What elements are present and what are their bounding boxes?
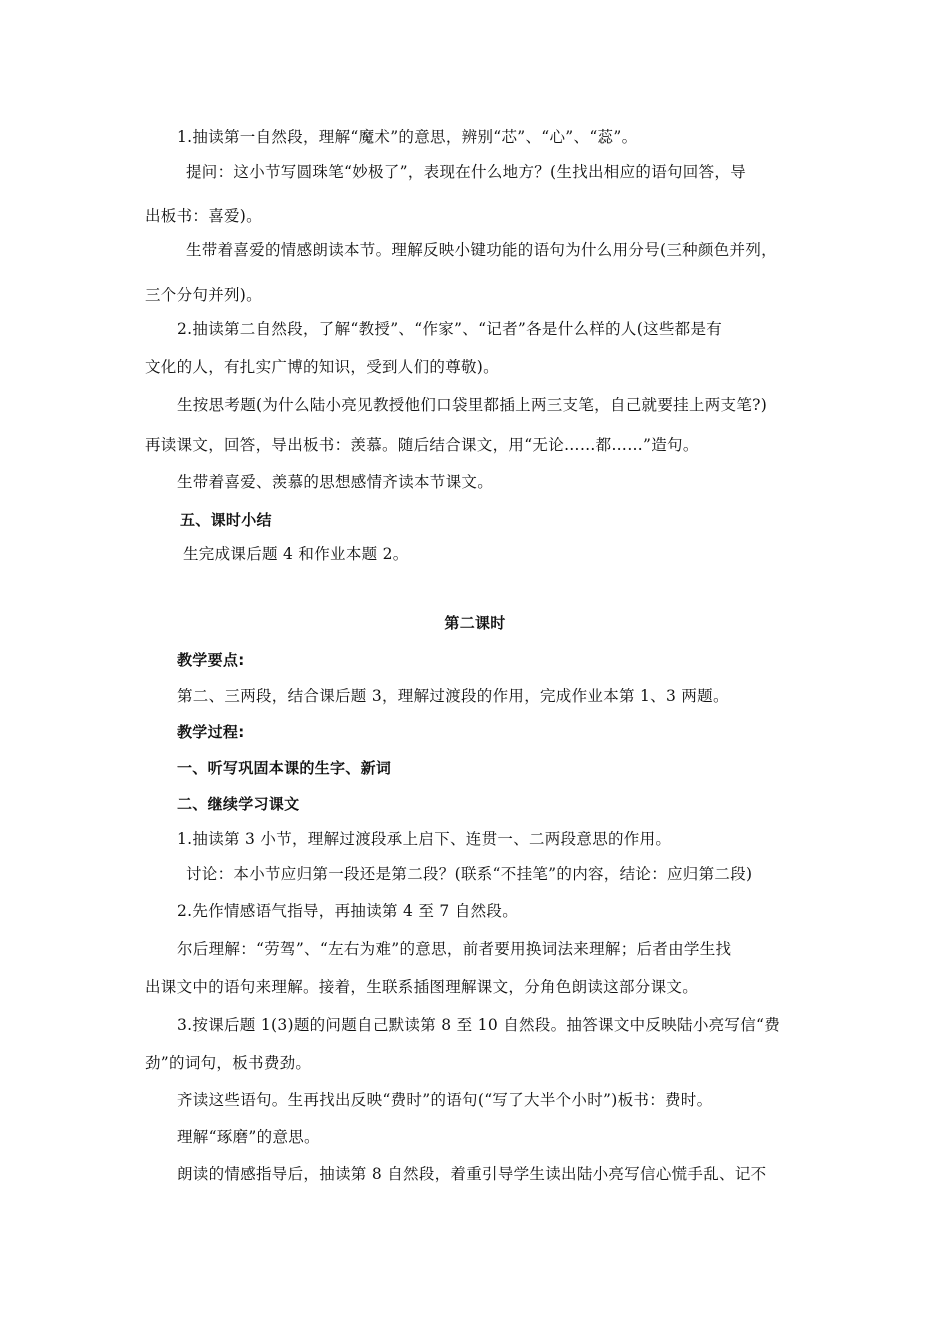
paragraph-line: 文化的人，有扎实广博的知识，受到人们的尊敬)。 — [145, 358, 499, 376]
paragraph-line: 齐读这些语句。生再找出反映“费时”的语句(“写了大半个小时”)板书：费时。 — [177, 1091, 713, 1109]
paragraph-line: 再读课文，回答，导出板书：羡慕。随后结合课文，用“无论……都……”造句。 — [145, 436, 699, 454]
paragraph-line: 生带着喜爱、羡慕的思想感情齐读本节课文。 — [177, 473, 494, 491]
paragraph-line: 生完成课后题 4 和作业本题 2。 — [183, 545, 409, 563]
paragraph-line: 第二、三两段，结合课后题 3，理解过渡段的作用，完成作业本第 1、3 两题。 — [177, 687, 729, 705]
paragraph-line: 2.抽读第二自然段，了解“教授”、“作家”、“记者”各是什么样的人(这些都是有 — [177, 320, 723, 338]
paragraph-line: 朗读的情感指导后，抽读第 8 自然段，着重引导学生读出陆小亮写信心慌手乱、记不 — [177, 1165, 767, 1183]
section-heading: 教学过程: — [177, 723, 245, 741]
paragraph-line: 三个分句并列)。 — [145, 286, 262, 304]
paragraph-line: 1.抽读第 3 小节，理解过渡段承上启下、连贯一、二两段意思的作用。 — [177, 830, 672, 848]
paragraph-line: 出课文中的语句来理解。接着，生联系插图理解课文，分角色朗读这部分课文。 — [145, 978, 699, 996]
paragraph-line: 理解“琢磨”的意思。 — [177, 1128, 320, 1146]
paragraph-line: 生按思考题(为什么陆小亮见教授他们口袋里都插上两三支笔，自己就要挂上两支笔?) — [177, 396, 768, 414]
paragraph-line: 生带着喜爱的情感朗读本节。理解反映小键功能的语句为什么用分号(三种颜色并列， — [186, 241, 777, 259]
paragraph-line: 3.按课后题 1(3)题的问题自己默读第 8 至 10 自然段。抽答课文中反映陆小亮写信“费 — [177, 1016, 781, 1034]
paragraph-line: 提问：这小节写圆珠笔“妙极了”，表现在什么地方？(生找出相应的语句回答，导 — [186, 163, 746, 181]
lesson-title: 第二课时 — [444, 614, 506, 632]
paragraph-line: 讨论：本小节应归第一段还是第二段？(联系“不挂笔”的内容，结论：应归第二段) — [186, 865, 753, 883]
section-heading: 二、继续学习课文 — [177, 795, 300, 813]
paragraph-line: 尔后理解：“劳驾”、“左右为难”的意思，前者要用换词法来理解；后者由学生找 — [177, 940, 732, 958]
section-heading: 五、课时小结 — [180, 511, 272, 529]
paragraph-line: 2.先作情感语气指导，再抽读第 4 至 7 自然段。 — [177, 902, 519, 920]
paragraph-line: 1.抽读第一自然段，理解“魔术”的意思，辨别“芯”、“心”、“蕊”。 — [177, 128, 638, 146]
section-heading: 一、听写巩固本课的生字、新词 — [177, 759, 392, 777]
section-heading: 教学要点: — [177, 651, 245, 669]
paragraph-line: 出板书：喜爱)。 — [145, 207, 262, 225]
paragraph-line: 劲”的词句，板书费劲。 — [145, 1054, 312, 1072]
